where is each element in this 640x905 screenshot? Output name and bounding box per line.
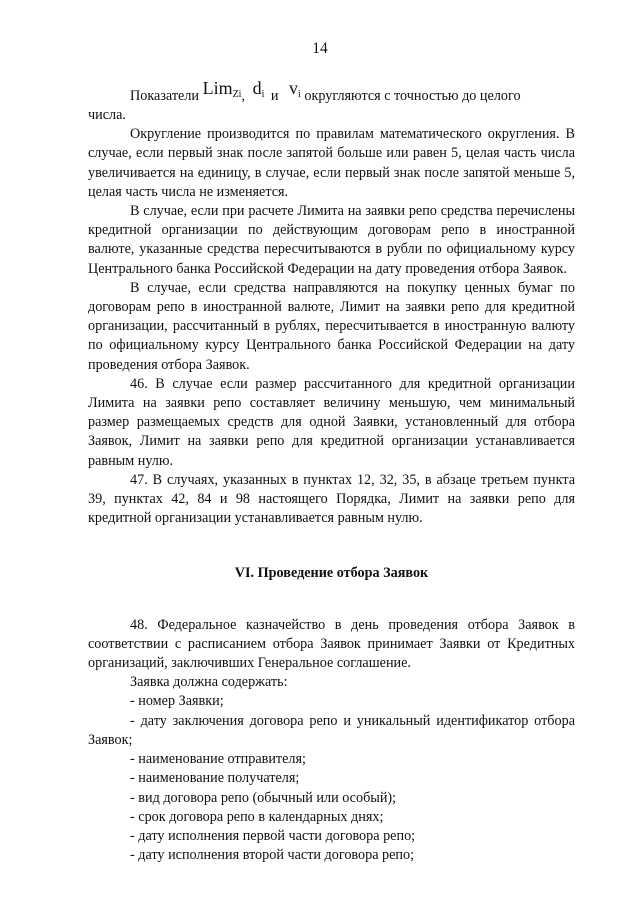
formula-lim-sub: Zi (232, 89, 242, 100)
list-item: - срок договора репо в календарных днях; (130, 808, 384, 825)
list-item: - дату заключения договора репо и уникальный идентификатор отбора Заявок; (88, 712, 575, 748)
list-item: - дату исполнения первой части договора репо; (130, 827, 416, 844)
list-item: - номер Заявки; (130, 693, 224, 710)
paragraph-47: 47. В случаях, указанных в пунктах 12, 32, 35, в абзаце третьем пункта 39, пунктах 42, 84 и 98 настоящего Порядка, Лимит на заявки репо для кредитной организации устанавливается равным нулю. (88, 471, 575, 527)
paragraph-currency-foreign: В случае, если средства направляются на покупку ценных бумаг по договорам репо в иностранной валюте, Лимит на заявки репо для кредитной организации, рассчитанный в рублях, пересчитывается в иностранную валюту по официальному курсу Центрального банка Российской Федерации на дату проведения отбора Заявок. (88, 279, 575, 373)
paragraph-48: 48. Федеральное казначейство в день проведения отбора Заявок в соответствии с расписанием отбора Заявок принимает Заявки от Кредитных организаций, заключивших Генеральное соглашение. (88, 616, 575, 672)
formula-suffix: округляются с точностью до целого (304, 88, 521, 104)
formula-paragraph (88, 78, 575, 106)
formula-d: $d_i$ (252, 78, 265, 100)
formula-lim: Lim$_{Zi}$ (202, 78, 242, 100)
list-item: - дату исполнения второй части договора репо; (130, 847, 415, 864)
formula-continuation: числа. (88, 107, 126, 123)
section-heading: VI. Проведение отбора Заявок (234, 565, 429, 582)
requirements-list (88, 692, 575, 865)
list-item: - наименование получателя; (130, 770, 300, 787)
formula-comma: , (241, 88, 246, 104)
document-body (88, 78, 575, 865)
formula-v: $v_i$ (289, 78, 301, 100)
formula-prefix: Показатели (130, 88, 200, 104)
paragraph-application-contents: Заявка должна содержать: (130, 674, 288, 691)
paragraph-currency-rubles: В случае, если при расчете Лимита на заявки репо средства перечислены кредитной организации по действующим договорам репо в иностранной валюте, указанные средства пересчитываются в рубли по официальному курсу Центрального банка Российской Федерации на дату проведения отбора Заявок. (88, 203, 575, 277)
formula-v-sub: i (298, 89, 301, 100)
paragraph-46: 46. В случае если размер рассчитанного для кредитной организации Лимита на заявки репо составляет величину меньшую, чем минимальный размер размещаемых средств для одной Заявки, установленный для отбора Заявок, Лимит на заявки репо для кредитной организации устанавливается равным нулю. (88, 375, 575, 469)
page-number: 14 (312, 40, 328, 57)
formula-d-sub: i (261, 89, 265, 100)
list-item: - вид договора репо (обычный или особый); (130, 789, 397, 806)
list-item: - наименование отправителя; (130, 751, 306, 768)
paragraph-rounding: Округление производится по правилам математического округления. В случае, если первый знак после запятой больше или равен 5, целая часть числа увеличивается на единицу, в случае, если первый знак после запятой меньше 5, целая часть числа не изменяется. (88, 126, 575, 200)
formula-and: и (270, 88, 279, 104)
